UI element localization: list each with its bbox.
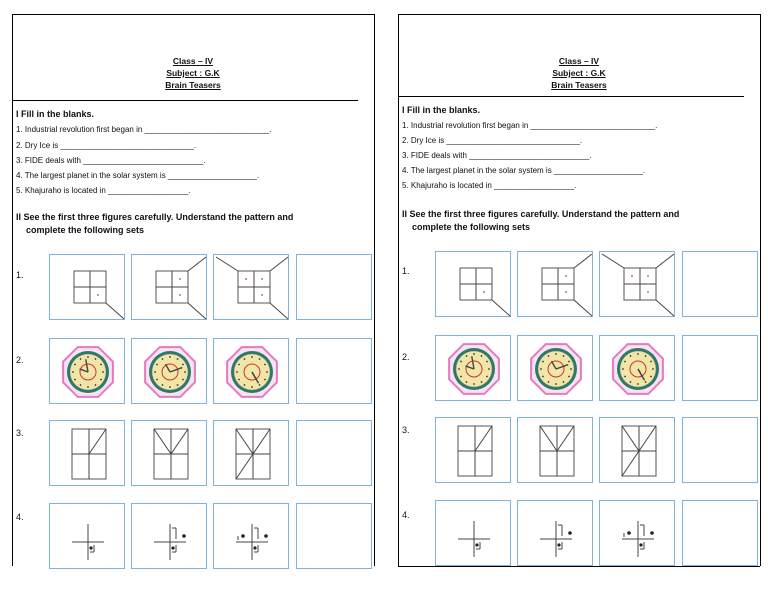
- figure-box-row-1-3: [213, 254, 289, 320]
- figure-box-row-3-2: [517, 417, 593, 483]
- cross-figure: [600, 501, 676, 567]
- figure-box-row-3-3: [213, 420, 289, 486]
- rectangle-diagonal-figure: [600, 418, 676, 484]
- question-2: 2. Dry Ice is ______________________________.: [16, 141, 197, 150]
- section-2-heading: [16, 211, 293, 237]
- section-2-heading-line1: II See the first three figures carefully. Understand the pattern and: [402, 209, 680, 219]
- figure-box-row-1-1: [435, 251, 511, 317]
- figure-box-row-3-1: [435, 417, 511, 483]
- square-grid-figure: [132, 255, 208, 321]
- square-grid-figure: [600, 252, 676, 318]
- figure-box-row-2-2: [131, 338, 207, 404]
- figure-box-row-3-2: [131, 420, 207, 486]
- rectangle-diagonal-figure: [436, 418, 512, 484]
- section-2-heading-line1: II See the first three figures carefully. Understand the pattern and: [16, 212, 294, 222]
- cross-figure: [132, 504, 208, 570]
- rectangle-diagonal-figure: [518, 418, 594, 484]
- rectangle-diagonal-figure: [214, 421, 290, 487]
- class-label: Class – IV: [172, 56, 214, 66]
- row-3-number: 3.: [16, 428, 24, 438]
- question-1: 1. Industrial revolution first began in ____________________________.: [402, 121, 658, 130]
- square-grid-figure: [436, 252, 512, 318]
- question-5: 5. Khajuraho is located in __________________.: [16, 186, 191, 195]
- row-4-number: 4.: [402, 510, 410, 520]
- worksheet-header: [12, 55, 374, 91]
- square-grid-figure: [214, 255, 290, 321]
- figure-box-row-4-3: [599, 500, 675, 566]
- figure-box-row-4-2: [131, 503, 207, 569]
- question-3: 3. FIDE deals with ___________________________.: [16, 156, 206, 165]
- class-label: Class – IV: [558, 56, 600, 66]
- answer-box-row-1[interactable]: [682, 251, 758, 317]
- row-4-number: 4.: [16, 512, 24, 522]
- question-1: 1. Industrial revolution first began in ____________________________.: [16, 125, 272, 134]
- clock-figure: [436, 336, 512, 402]
- answer-box-row-1[interactable]: [296, 254, 372, 320]
- question-3: 3. FIDE deals with ___________________________.: [402, 151, 592, 160]
- figure-box-row-4-2: [517, 500, 593, 566]
- figure-box-row-3-3: [599, 417, 675, 483]
- row-1-number: 1.: [16, 270, 24, 280]
- rectangle-diagonal-figure: [132, 421, 208, 487]
- figure-box-row-1-1: [49, 254, 125, 320]
- rectangle-diagonal-figure: [50, 421, 126, 487]
- answer-box-row-3[interactable]: [682, 417, 758, 483]
- figure-box-row-4-1: [49, 503, 125, 569]
- figure-box-row-2-1: [49, 338, 125, 404]
- clock-figure: [600, 336, 676, 402]
- question-2: 2. Dry Ice is ______________________________.: [402, 136, 583, 145]
- subject-label: Subject : G.K: [166, 68, 220, 78]
- cross-figure: [518, 501, 594, 567]
- section-2-heading-line2: complete the following sets: [26, 225, 145, 235]
- figure-box-row-2-3: [213, 338, 289, 404]
- cross-figure: [436, 501, 512, 567]
- figure-box-row-4-1: [435, 500, 511, 566]
- title-label: Brain Teasers: [551, 80, 607, 90]
- figure-box-row-1-2: [517, 251, 593, 317]
- worksheet-left: [12, 0, 374, 594]
- figure-box-row-2-3: [599, 335, 675, 401]
- figure-box-row-3-1: [49, 420, 125, 486]
- section-1-heading: I Fill in the blanks.: [16, 109, 95, 119]
- question-4: 4. The largest planet in the solar system is ____________________.: [16, 171, 260, 180]
- row-3-number: 3.: [402, 425, 410, 435]
- title-label: Brain Teasers: [165, 80, 221, 90]
- figure-box-row-2-2: [517, 335, 593, 401]
- row-2-number: 2.: [402, 352, 410, 362]
- answer-box-row-4[interactable]: [682, 500, 758, 566]
- figure-box-row-1-3: [599, 251, 675, 317]
- clock-figure: [518, 336, 594, 402]
- clock-figure: [50, 339, 126, 405]
- cross-figure: [214, 504, 290, 570]
- cross-figure: [50, 504, 126, 570]
- question-4: 4. The largest planet in the solar system is ____________________.: [402, 166, 646, 175]
- figure-box-row-1-2: [131, 254, 207, 320]
- row-1-number: 1.: [402, 266, 410, 276]
- answer-box-row-4[interactable]: [296, 503, 372, 569]
- subject-label: Subject : G.K: [552, 68, 606, 78]
- question-5: 5. Khajuraho is located in __________________.: [402, 181, 577, 190]
- clock-figure: [214, 339, 290, 405]
- square-grid-figure: [50, 255, 126, 321]
- row-2-number: 2.: [16, 355, 24, 365]
- figure-box-row-2-1: [435, 335, 511, 401]
- worksheet-right: [398, 0, 760, 594]
- answer-box-row-3[interactable]: [296, 420, 372, 486]
- clock-figure: [132, 339, 208, 405]
- square-grid-figure: [518, 252, 594, 318]
- section-1-heading: I Fill in the blanks.: [402, 105, 481, 115]
- section-2-heading-line2: complete the following sets: [412, 222, 531, 232]
- worksheet-header: [398, 55, 760, 91]
- section-2-heading: [402, 208, 679, 234]
- figure-box-row-4-3: [213, 503, 289, 569]
- answer-box-row-2[interactable]: [296, 338, 372, 404]
- answer-box-row-2[interactable]: [682, 335, 758, 401]
